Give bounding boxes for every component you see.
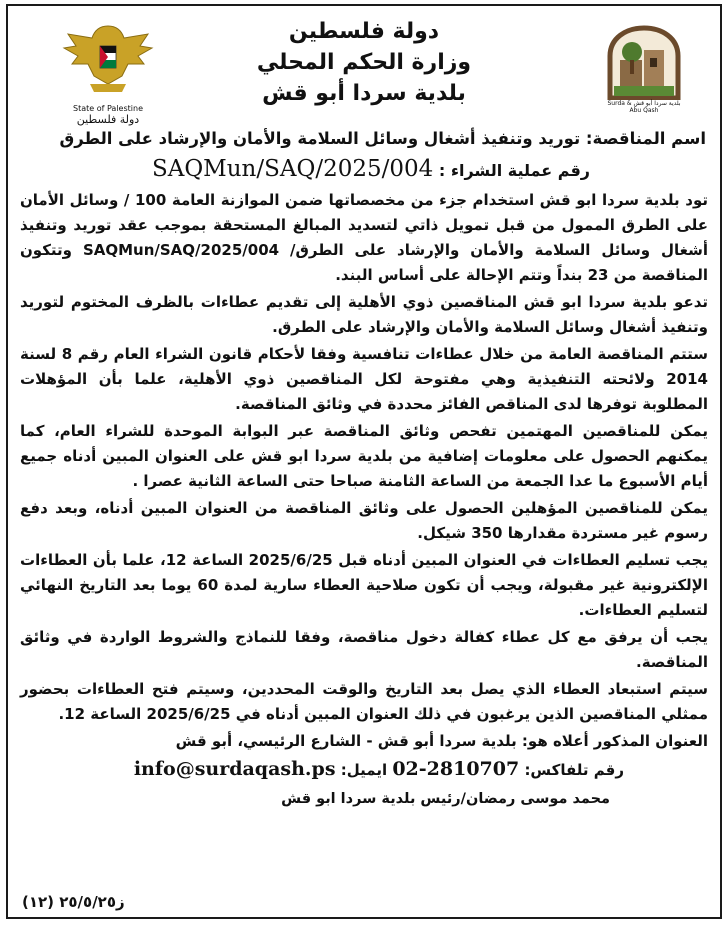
procurement-reference [8,152,720,188]
emblem-caption-ar: دولة فلسطين [76,113,140,126]
issue-reference: ز٢٥/٥/٢٥ (١٢) [22,893,125,911]
paragraph-address: العنوان المذكور أعلاه هو: بلدية سردا أبو قش - الشارع الرئيسي، أبو قش [175,732,708,750]
tender-notice [6,4,722,919]
paragraph-bid-bond: يجب أن يرفق مع كل عطاء كفالة دخول مناقصة، وفقا للنماذج والشروط الواردة في وثائق المناقصة. [20,628,708,671]
reference-code: SAQMun/SAQ/2025/004 [151,156,434,182]
emblem-caption: State of Palestine [72,104,143,113]
paragraph-documents-fee: يمكن للمناقصين المؤهلين الحصول على وثائق المناقصة من العنوان المبين أدناه، وبعد دفع رسوم غير مستردة مقدارها 350 شيكل. [20,499,708,542]
paragraph-competition: ستتم المناقصة العامة من خلال عطاءات تنافسية وفقا لأحكام قانون الشراء العام رقم 8 لسنة 2014 ولائحته التنفيذية وهي مفتوحة لكل المناقصين ذوي الأهلية، علما بأن المؤهلات المطلوبة توفرها لدى المناقص الفائز محددة في وثائق المناقصة. [20,345,708,413]
municipality-name: بلدية سردا أبو قش [262,81,466,106]
notice-body [8,188,720,754]
email-label: ايميل: [340,761,388,779]
signature: محمد موسى رمضان/رئيس بلدية سردا ابو قش [281,791,610,807]
palestine-eagle-emblem-icon [58,18,158,126]
paragraph-opening: سيتم استبعاد العطاء الذي يصل بعد التاريخ والوقت المحددين، وسيتم فتح العطاءات بحضور ممثلي المناقصين الذين يرغبون في ذلك العنوان المبين أدناه في 2025/6/25 الساعة 12. [20,680,708,723]
paragraph-submission: يجب تسليم العطاءات في العنوان المبين أدناه قبل 2025/6/25 الساعة 12، علما بأن العطاءات الإلكترونية غير مقبولة، ويجب أن تكون صلاحية العطاء سارية لمدة 60 يوما بعد التاريخ النهائي لتسليم العطاءات. [20,551,708,619]
paragraph-inspection: يمكن للمناقصين المهتمين تفحص وثائق المناقصة عبر البوابة الموحدة للشراء العام، كما يمكنهم الحصول على معلومات إضافية من بلدية سردا ابو قش على العنوان المبين أدناه جميع أيام الأسبوع ما عدا الجمعة من الساعة الثامنة صباحا حتى الساعة الثانية عصرا . [20,422,708,490]
ministry-name: وزارة الحكم المحلي [256,50,472,75]
telefax-number: 02-2810707 [392,758,520,780]
header [8,6,720,124]
tender-title: اسم المناقصة: توريد وتنفيذ أشغال وسائل السلامة والأمان والإرشاد على الطرق [59,129,706,148]
paragraph-invitation: تدعو بلدية سردا ابو قش المناقصين ذوي الأهلية إلى تقديم عطاءات بالظرف المختوم لتوريد وتنفيذ أشغال وسائل السلامة والأمان والإرشاد على الطرق. [20,293,708,336]
reference-label: رقم عملية الشراء : [438,161,590,180]
paragraph-budget: تود بلدية سردا ابو قش استخدام جزء من مخصصاتها ضمن الموازنة العامة 100 / وسائل الأمان على الطرق الممول من قبل تمويل ذاتي لتسديد المبالغ المستحقة بموجب عقد توريد وتنفيذ أشغال وسائل السلامة والأمان والإرشاد على الطرق/ 004/SAQMun/SAQ/2025 وتتكون المناقصة من 23 بنداً وتتم الإحالة على أساس البند. [20,191,709,284]
telefax-label: رقم تلفاكس: [524,761,624,779]
email-address[interactable]: info@surdaqash.ps [133,758,336,780]
contact-line [8,756,720,783]
state-name: دولة فلسطين [288,19,440,44]
logo-caption: بلدية سردا أبو قش Surda & Abu Qash [607,100,681,114]
